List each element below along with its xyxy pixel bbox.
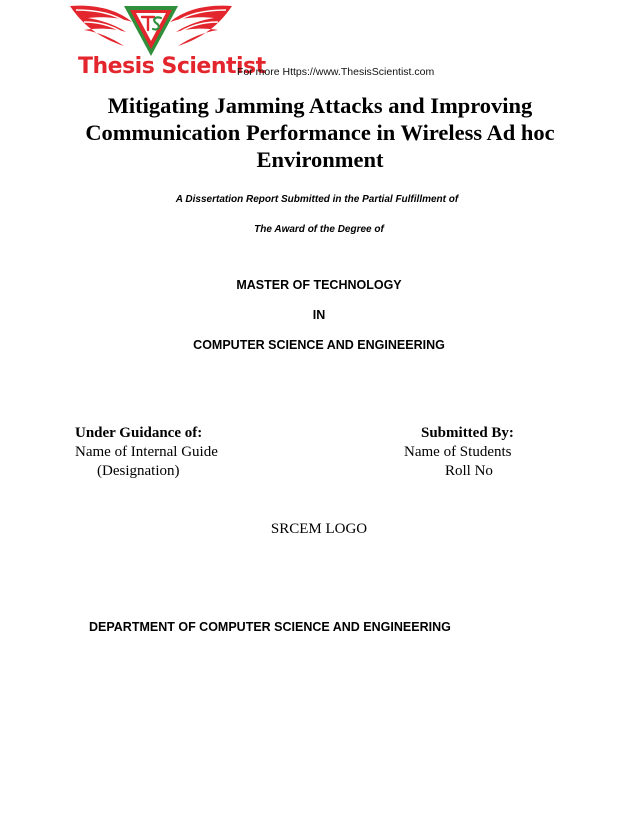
website-link[interactable]: For more Https://www.ThesisScientist.com: [237, 66, 435, 78]
student-roll: Roll No: [445, 463, 493, 479]
title-line-3: Environment: [256, 147, 384, 172]
logo-wordmark: Thesis Scientist: [78, 54, 266, 79]
submitted-block: [404, 424, 514, 481]
student-name: Name of Students: [404, 444, 512, 460]
guide-name: Name of Internal Guide: [75, 444, 218, 460]
degree-field: COMPUTER SCIENCE AND ENGINEERING: [193, 338, 445, 352]
degree-connector: IN: [312, 308, 326, 322]
submission-statement: A Dissertation Report Submitted in the Partial Fulfillment of: [175, 194, 459, 205]
submitted-heading: Submitted By:: [421, 425, 514, 441]
logo-emblem-icon: [66, 0, 236, 58]
department-name: DEPARTMENT OF COMPUTER SCIENCE AND ENGINEERING: [89, 620, 451, 634]
guide-designation: (Designation): [97, 463, 180, 479]
guidance-heading: Under Guidance of:: [75, 425, 203, 441]
thesis-title: [40, 92, 600, 173]
title-line-2: Communication Performance in Wireless Ad hoc: [85, 120, 555, 145]
award-statement: The Award of the Degree of: [254, 224, 384, 235]
title-line-1: Mitigating Jamming Attacks and Improving: [107, 93, 533, 118]
degree-name: MASTER OF TECHNOLOGY: [236, 278, 402, 292]
guidance-block: [75, 424, 218, 481]
institute-logo-placeholder: SRCEM LOGO: [270, 521, 368, 537]
thesis-scientist-logo: [66, 0, 266, 84]
